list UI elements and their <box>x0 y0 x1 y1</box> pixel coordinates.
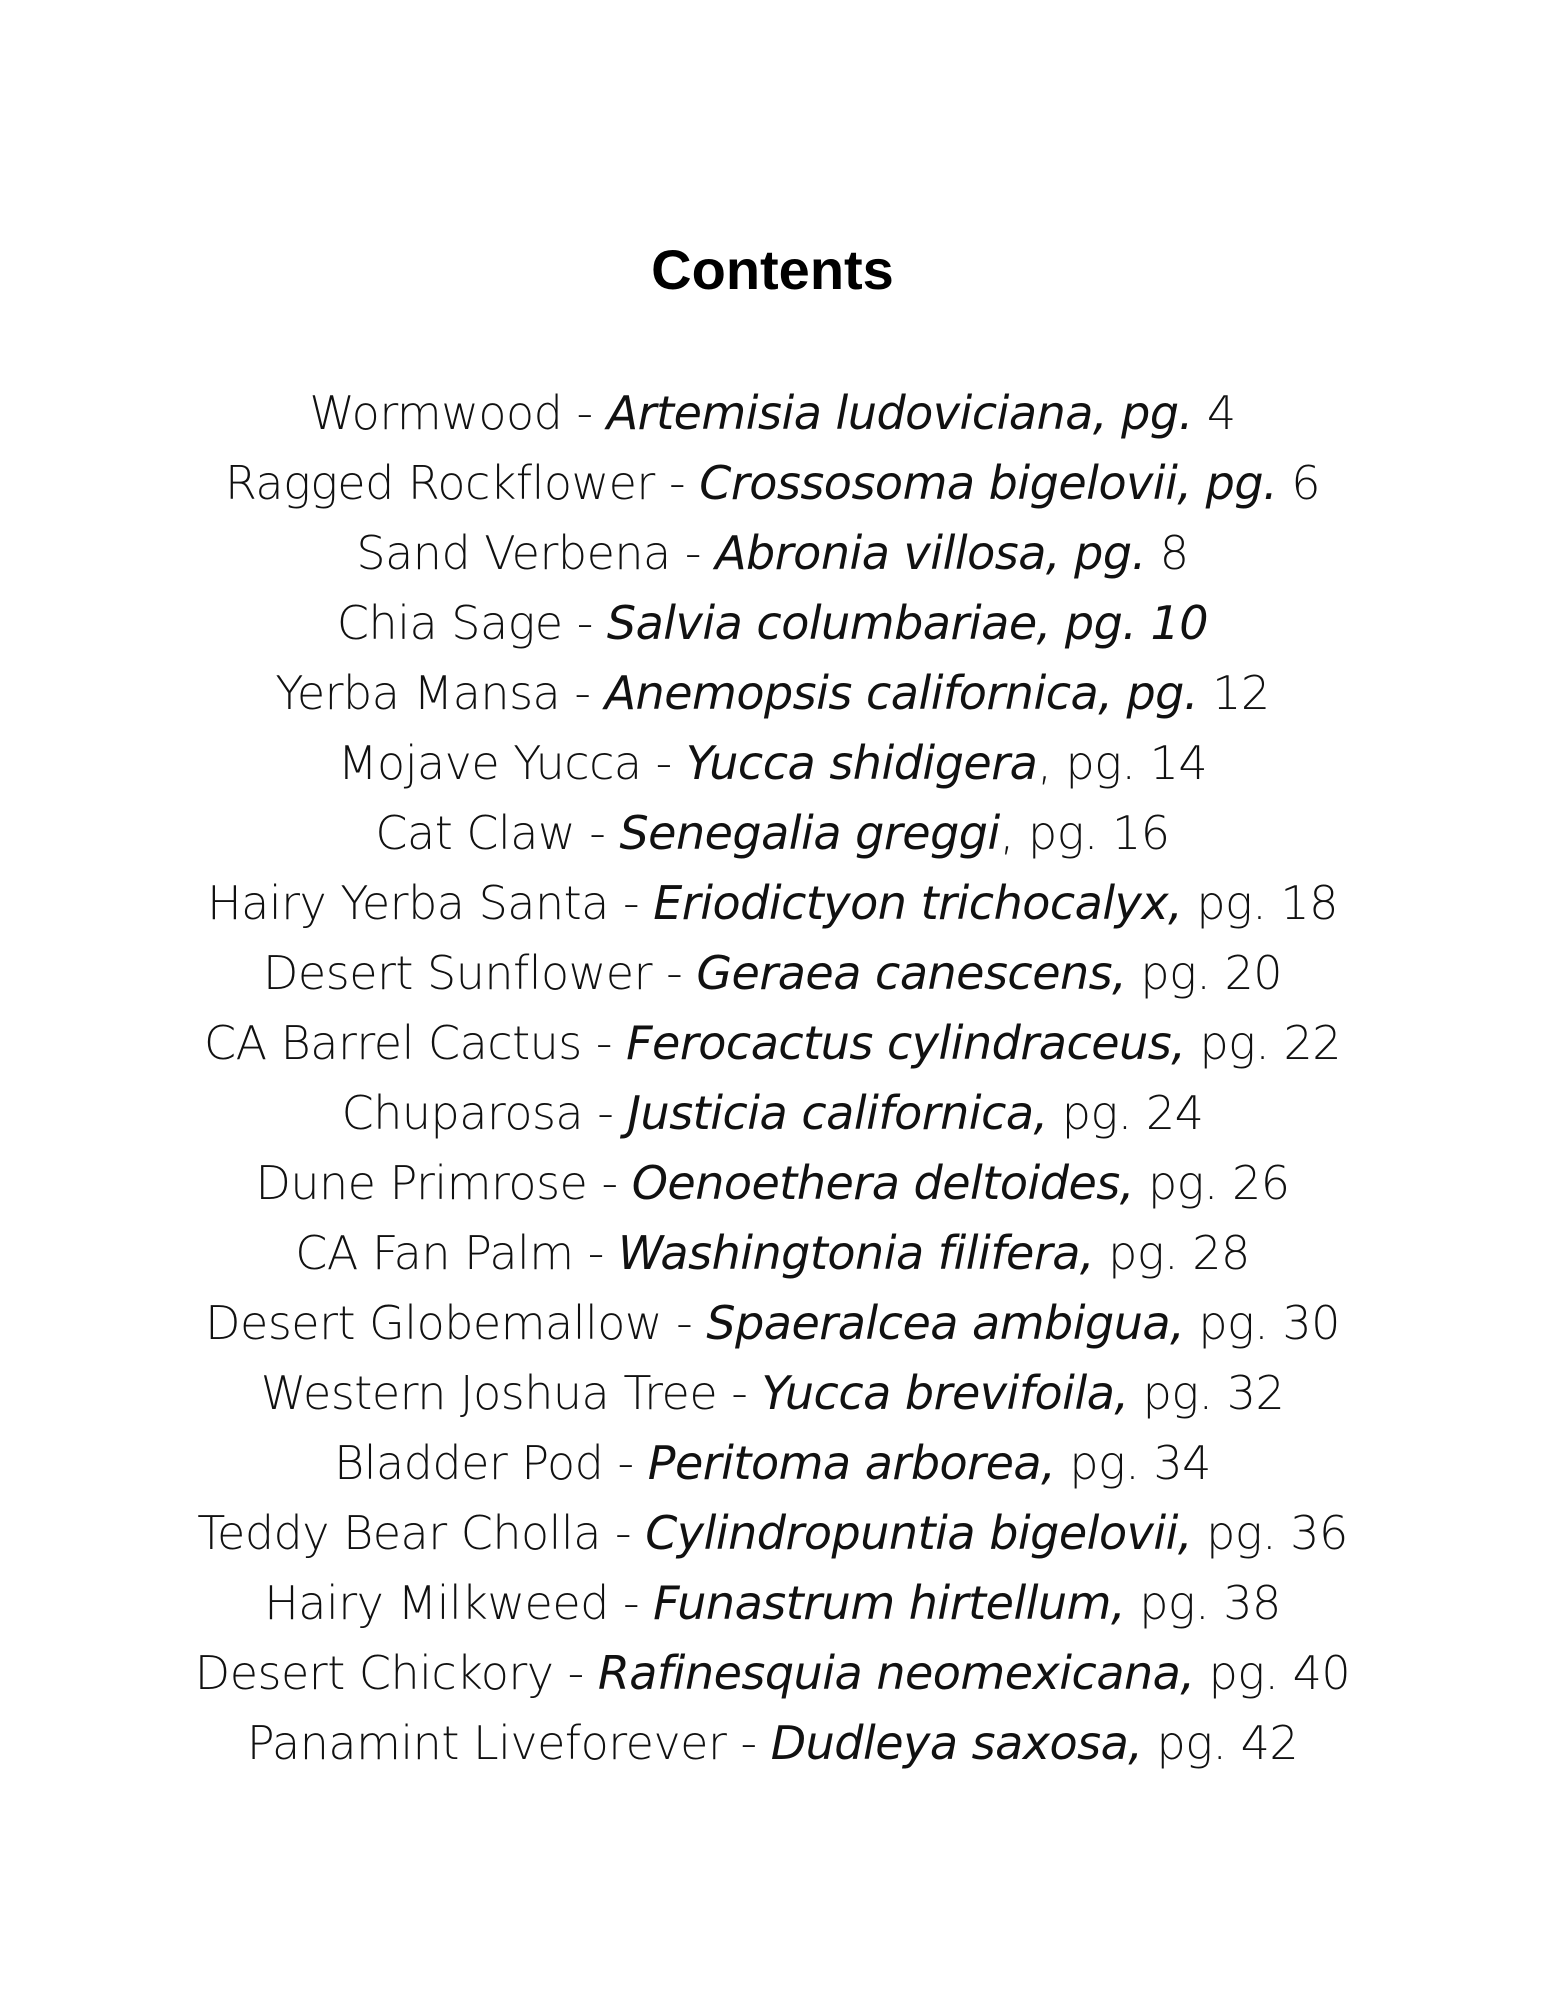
scientific-name: Ferocactus cylindraceus, <box>626 1016 1186 1070</box>
contents-entry <box>0 378 1545 448</box>
common-name: Chia Sage - <box>336 596 607 650</box>
page-reference: pg. 32 <box>1128 1366 1285 1420</box>
scientific-name: Salvia columbariae, pg. 10 <box>606 596 1209 650</box>
scientific-name: Eriodictyon trichocalyx, <box>653 876 1183 930</box>
page-reference: pg. 18 <box>1182 876 1338 930</box>
page-reference: 6 <box>1277 456 1321 510</box>
contents-entry <box>0 1498 1545 1568</box>
scientific-name: Spaeralcea ambigua, <box>706 1296 1185 1350</box>
scientific-name: Justicia californica, <box>627 1086 1048 1140</box>
page-reference: pg. 26 <box>1133 1156 1290 1210</box>
common-name: CA Barrel Cactus - <box>203 1016 627 1070</box>
contents-entry <box>0 658 1545 728</box>
contents-entry <box>0 1288 1545 1358</box>
contents-entry <box>0 868 1545 938</box>
scientific-name: Washingtonia filifera, <box>617 1226 1095 1280</box>
scientific-name: Oenoethera deltoides, <box>631 1156 1134 1210</box>
page-reference: , pg. 14 <box>1037 736 1208 790</box>
scientific-name: Senegalia greggi <box>619 806 1000 860</box>
scientific-name: Dudleya saxosa, <box>770 1716 1143 1770</box>
contents-entry <box>0 1428 1545 1498</box>
scientific-name: Artemisia ludoviciana, pg. <box>606 386 1193 440</box>
contents-entry <box>0 588 1545 658</box>
page-reference: pg. 28 <box>1094 1226 1250 1280</box>
common-name: Hairy Yerba Santa - <box>207 876 654 930</box>
contents-entry <box>0 1708 1545 1778</box>
scientific-name: Yucca brevifoila, <box>761 1366 1129 1420</box>
common-name: Bladder Pod - <box>334 1436 648 1490</box>
scientific-name: Cylindropuntia bigelovii, <box>645 1506 1193 1560</box>
scientific-name: Geraea canescens, <box>696 946 1127 1000</box>
page-reference: pg. 34 <box>1055 1436 1211 1490</box>
scientific-name: Peritoma arborea, <box>647 1436 1056 1490</box>
scientific-name: Crossosoma bigelovii, pg. <box>699 456 1278 510</box>
page-reference: pg. 30 <box>1184 1296 1340 1350</box>
page-reference: pg. 38 <box>1125 1576 1281 1630</box>
page-reference: , pg. 16 <box>999 806 1170 860</box>
contents-entry <box>0 1358 1545 1428</box>
contents-entry <box>0 518 1545 588</box>
common-name: Panamint Liveforever - <box>246 1716 771 1770</box>
common-name: Western Joshua Tree - <box>260 1366 762 1420</box>
contents-entry <box>0 1218 1545 1288</box>
common-name: Desert Globemallow - <box>205 1296 707 1350</box>
contents-entry <box>0 1638 1545 1708</box>
common-name: Chuparosa - <box>341 1086 628 1140</box>
page-reference: 12 <box>1197 666 1270 720</box>
common-name: Desert Chickory - <box>194 1646 598 1700</box>
scientific-name: Rafinesquia neomexicana, <box>597 1646 1195 1700</box>
contents-entry <box>0 1008 1545 1078</box>
common-name: Wormwood - <box>309 386 607 440</box>
contents-entry <box>0 1148 1545 1218</box>
page-reference: 4 <box>1192 386 1236 440</box>
contents-entry <box>0 1568 1545 1638</box>
page-title: Contents <box>651 238 894 301</box>
contents-entry <box>0 938 1545 1008</box>
common-name: Teddy Bear Cholla - <box>197 1506 646 1560</box>
common-name: CA Fan Palm - <box>295 1226 618 1280</box>
common-name: Dune Primrose - <box>255 1156 632 1210</box>
contents-entry <box>0 728 1545 798</box>
page-reference: pg. 24 <box>1047 1086 1204 1140</box>
common-name: Sand Verbena - <box>356 526 716 580</box>
common-name: Mojave Yucca - <box>337 736 686 790</box>
page-reference: pg. 42 <box>1142 1716 1299 1770</box>
scientific-name: Funastrum hirtellum, <box>653 1576 1126 1630</box>
contents-entry <box>0 798 1545 868</box>
common-name: Yerba Mansa - <box>275 666 605 720</box>
page-reference: 8 <box>1145 526 1189 580</box>
common-name: Ragged Rockflower - <box>224 456 700 510</box>
common-name: Hairy Milkweed - <box>264 1576 654 1630</box>
page-reference: pg. 36 <box>1192 1506 1348 1560</box>
page-reference: pg. 22 <box>1185 1016 1342 1070</box>
contents-entry <box>0 448 1545 518</box>
scientific-name: Anemopsis californica, pg. <box>604 666 1198 720</box>
scientific-name: Abronia villosa, pg. <box>715 526 1146 580</box>
common-name: Desert Sunflower - <box>263 946 697 1000</box>
contents-entry <box>0 1078 1545 1148</box>
contents-list <box>0 378 1545 1778</box>
common-name: Cat Claw - <box>375 806 620 860</box>
scientific-name: Yucca shidigera <box>685 736 1038 790</box>
page-reference: pg. 20 <box>1126 946 1282 1000</box>
page-reference: pg. 40 <box>1194 1646 1351 1700</box>
